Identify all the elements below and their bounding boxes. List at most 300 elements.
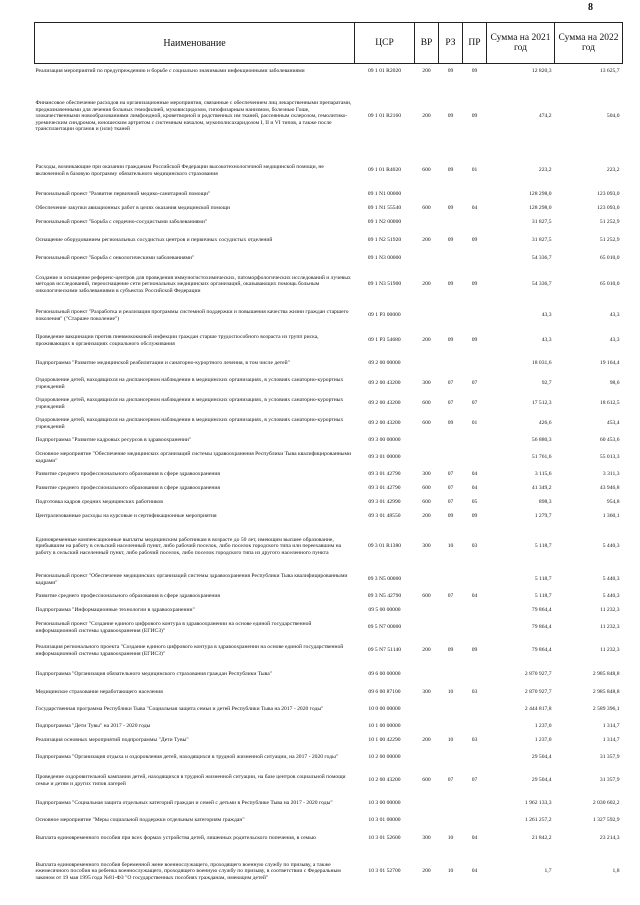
row-sum-2021: 426,6 — [538, 420, 552, 427]
row-rz: 09 — [447, 420, 454, 427]
table-row — [35, 448, 623, 468]
row-pr — [463, 794, 487, 814]
table-row — [35, 304, 623, 328]
row-vr — [415, 720, 439, 734]
row-rz: 09 — [447, 205, 454, 212]
row-rz: 10 — [447, 689, 454, 696]
row-vr — [415, 216, 439, 230]
row-name: Проведение вакцинации против пневмококковой инфекции граждан старше трудоспособного возраста из групп риска, проживающих в организациях социального обслуживания — [35, 333, 319, 347]
row-sum-2021: 92,7 — [541, 380, 552, 387]
row-pr — [463, 604, 487, 618]
row-csr: 10 2 00 00000 — [368, 754, 401, 761]
row-sum-2022: 43,3 — [609, 312, 620, 319]
row-rz: 09 — [447, 237, 454, 244]
row-csr: 09 5 N7 51140 — [367, 647, 402, 654]
row-sum-2021: 41 349,2 — [531, 485, 552, 492]
table-row — [35, 188, 623, 202]
row-name: Подпрограмма "Социальная защита отдельных категорий граждан и семей с детьми в Республике Тыва на 2017 - 2020 годы" — [35, 800, 333, 807]
row-vr: 300 — [422, 835, 431, 842]
row-rz — [439, 570, 463, 590]
row-sum-2022: 65 010,0 — [599, 281, 620, 288]
row-sum-2021: 21 842,2 — [531, 835, 552, 842]
row-rz: 09 — [447, 113, 454, 120]
row-name: Централизованные расходы на курсовые и сертификационные мероприятия — [35, 513, 217, 520]
row-csr: 09 1 N3 00000 — [367, 255, 402, 262]
table-row — [35, 394, 623, 414]
row-vr: 200 — [422, 337, 431, 344]
row-rz: 09 — [447, 337, 454, 344]
table-row — [35, 80, 623, 154]
row-name: Реализация основных мероприятий подпрограммы "Дети Тувы" — [35, 737, 189, 744]
row-sum-2022: 2 985 848,8 — [592, 689, 620, 696]
row-rz: 07 — [447, 400, 454, 407]
row-vr: 600 — [422, 485, 431, 492]
row-name: Подпрограмма "Развитие медицинской реабилитации и санаторно-курортного лечения, в том числе детей" — [35, 360, 290, 367]
table-row — [35, 354, 623, 374]
table-row — [35, 604, 623, 618]
row-csr: 09 2 00 00000 — [368, 360, 401, 367]
row-rz: 07 — [447, 380, 454, 387]
row-sum-2021: 1 237,0 — [534, 737, 552, 744]
row-csr: 09 1 N2 51920 — [367, 237, 402, 244]
row-name: Оздоровление детей, находящихся на диспансерном наблюдении в медицинских организациях, в условиях санаторно-курортных учреждений — [35, 376, 344, 390]
row-rz — [439, 304, 463, 328]
row-vr — [415, 448, 439, 468]
row-sum-2021: 17 512,3 — [531, 400, 552, 407]
row-csr: 09 3 01 42790 — [368, 485, 401, 492]
row-rz: 09 — [447, 513, 454, 520]
row-name: Региональный проект "Развитие первичной медико-санитарной помощи" — [35, 191, 211, 198]
table-row — [35, 202, 623, 216]
row-rz — [439, 604, 463, 618]
row-sum-2022: 23 214,3 — [599, 835, 620, 842]
row-csr: 09 1 01 R2160 — [367, 113, 402, 120]
header-csr: ЦСР — [355, 23, 415, 64]
row-name: Подпрограмма "Организация обязательного медицинского страхования граждан Республики Тыва" — [35, 671, 273, 678]
row-vr — [415, 434, 439, 448]
row-sum-2021: 31 827,5 — [531, 237, 552, 244]
row-pr: 09 — [471, 68, 478, 75]
row-sum-2022: 18 612,5 — [599, 400, 620, 407]
table-row — [35, 570, 623, 590]
row-sum-2021: 1 237,0 — [534, 723, 552, 730]
row-sum-2022: 51 252,9 — [599, 237, 620, 244]
row-csr: 10 3 00 00000 — [368, 800, 401, 807]
row-name: Подпрограмма "Информационные технологии в здравоохранении" — [35, 607, 195, 614]
row-sum-2022: 1 360,1 — [602, 513, 620, 520]
row-vr: 300 — [422, 380, 431, 387]
row-sum-2021: 54 336,7 — [531, 281, 552, 288]
table-row — [35, 496, 623, 510]
row-name: Единовременные компенсационные выплаты медицинским работникам в возрасте до 50 лет, имеющим высшее образование, прибывшим на работу в сельский населенный пункт, либо рабочий поселок, либо поселок городского типа или переехавшим на работу в сельский населенный пункт, либо рабочий поселок, либо поселок городского типа из другого населенного пункта — [35, 536, 342, 556]
row-csr: 10 1 00 00000 — [368, 723, 401, 730]
row-sum-2021: 2 444 817,8 — [524, 706, 552, 713]
row-vr — [415, 700, 439, 720]
row-pr: 04 — [471, 205, 478, 212]
table-row — [35, 794, 623, 814]
row-csr: 09 3 00 00000 — [368, 437, 401, 444]
table-row — [35, 216, 623, 230]
row-csr: 09 3 01 00000 — [368, 454, 401, 461]
row-rz — [439, 252, 463, 266]
row-rz: 09 — [447, 647, 454, 654]
row-rz: 10 — [447, 868, 454, 875]
row-rz — [439, 814, 463, 828]
row-sum-2022: 5 440,3 — [602, 593, 620, 600]
row-rz — [439, 720, 463, 734]
row-vr: 300 — [422, 471, 431, 478]
page-number: 8 — [588, 2, 593, 13]
row-sum-2021: 1 279,7 — [534, 513, 552, 520]
row-rz — [439, 188, 463, 202]
row-vr: 600 — [422, 420, 431, 427]
row-pr — [463, 814, 487, 828]
row-sum-2021: 18 031,6 — [531, 360, 552, 367]
row-pr: 04 — [471, 593, 478, 600]
row-pr: 09 — [471, 281, 478, 288]
row-csr: 10 3 01 52700 — [368, 868, 401, 875]
row-pr — [463, 700, 487, 720]
row-rz: 07 — [447, 777, 454, 784]
row-csr: 09 1 N1 55540 — [367, 205, 402, 212]
table-row — [35, 748, 623, 768]
row-vr: 600 — [422, 205, 431, 212]
row-vr: 200 — [422, 868, 431, 875]
row-csr: 10 1 00 42290 — [368, 737, 401, 744]
row-rz — [439, 448, 463, 468]
header-name: Наименование — [35, 23, 355, 64]
row-vr: 600 — [422, 777, 431, 784]
row-pr — [463, 434, 487, 448]
row-sum-2021: 79 864,4 — [531, 607, 552, 614]
row-vr — [415, 570, 439, 590]
row-name: Оснащение оборудованием региональных сосудистых центров и первичных сосудистых отделений — [35, 237, 273, 244]
row-rz: 07 — [447, 499, 454, 506]
row-rz — [439, 354, 463, 374]
row-vr: 200 — [422, 737, 431, 744]
row-vr — [415, 604, 439, 618]
row-csr: 09 1 P3 00000 — [368, 312, 401, 319]
table-row — [35, 64, 623, 80]
row-name: Основное мероприятие "Обеспечение медицинских организаций системы здравоохранения Республики Тыва квалифицированными кадрами" — [35, 450, 352, 464]
row-sum-2021: 29 504,4 — [531, 777, 552, 784]
row-rz: 07 — [447, 485, 454, 492]
row-sum-2021: 898,3 — [538, 499, 552, 506]
row-pr: 09 — [471, 113, 478, 120]
header-rz: РЗ — [439, 23, 463, 64]
row-sum-2022: 19 164,4 — [599, 360, 620, 367]
row-sum-2022: 13 625,7 — [599, 68, 620, 75]
row-pr — [463, 252, 487, 266]
row-vr — [415, 814, 439, 828]
header-vr: ВР — [415, 23, 439, 64]
row-sum-2021: 2 870 927,7 — [524, 689, 552, 696]
row-csr: 10 3 01 52600 — [368, 835, 401, 842]
row-rz: 09 — [447, 68, 454, 75]
row-name: Реализация регионального проекта "Создание единого цифрового контура в здравоохранении на основе единой государственной информационной системы здравоохранения (ЕГИСЗ)" — [35, 643, 344, 657]
table-row — [35, 618, 623, 638]
row-csr: 09 3 01 42990 — [368, 499, 401, 506]
row-vr — [415, 354, 439, 374]
row-csr: 09 1 N3 51900 — [367, 281, 402, 288]
row-sum-2022: 98,6 — [609, 380, 620, 387]
row-name: Подпрограмма "Организация отдыха и оздоровления детей, находящихся в трудной жизненной ситуации, на 2017 - 2020 годы" — [35, 754, 339, 761]
row-csr: 09 3 01 48550 — [368, 513, 401, 520]
row-name: Расходы, возникающие при оказании гражданам Российской Федерации высокотехнологичной медицинской помощи, не включенной в базовую программу обязательного медицинского страхования — [35, 163, 324, 177]
row-sum-2022: 51 252,9 — [599, 219, 620, 226]
table-body — [35, 64, 623, 894]
row-sum-2021: 5 118,7 — [534, 543, 552, 550]
row-sum-2022: 43,3 — [609, 337, 620, 344]
table-row — [35, 482, 623, 496]
table-row — [35, 414, 623, 434]
table-row — [35, 510, 623, 524]
row-pr: 03 — [471, 543, 478, 550]
row-csr: 09 3 N5 00000 — [367, 576, 402, 583]
table-row — [35, 700, 623, 720]
table-row — [35, 828, 623, 850]
row-name: Выплата единовременного пособия при всех формах устройства детей, лишенных родительского попечения, в семью — [35, 835, 316, 842]
row-vr — [415, 252, 439, 266]
table-row — [35, 734, 623, 748]
row-name: Региональный проект "Обеспечение медицинских организаций системы здравоохранения Республики Тыва квалифицированными кадрами" — [35, 572, 348, 586]
row-pr: 01 — [471, 167, 478, 174]
row-sum-2022: 2 589 396,1 — [592, 706, 620, 713]
row-sum-2022: 31 357,9 — [599, 777, 620, 784]
row-vr: 200 — [422, 237, 431, 244]
row-sum-2021: 29 504,4 — [531, 754, 552, 761]
row-sum-2022: 453,4 — [606, 420, 620, 427]
row-csr: 09 3 01 R1380 — [367, 543, 402, 550]
row-sum-2022: 65 010,0 — [599, 255, 620, 262]
row-name: Основное мероприятие "Меры социальной поддержки отдельным категориям граждан" — [35, 817, 245, 824]
row-name: Оздоровление детей, находящихся на диспансерном наблюдении в медицинских организациях, в условиях санаторно-курортных учреждений — [35, 396, 344, 410]
row-csr: 10 0 00 00000 — [368, 706, 401, 713]
row-pr — [463, 618, 487, 638]
row-csr: 09 3 N5 42790 — [367, 593, 402, 600]
row-name: Развитие среднего профессионального образования в сфере здравоохранения — [35, 593, 220, 600]
row-sum-2022: 123 093,0 — [597, 205, 620, 212]
table-row — [35, 814, 623, 828]
row-pr: 03 — [471, 689, 478, 696]
row-csr: 09 2 00 43200 — [368, 420, 401, 427]
table-row — [35, 468, 623, 482]
row-csr: 09 1 N1 00000 — [367, 191, 402, 198]
row-pr: 09 — [471, 337, 478, 344]
row-pr: 04 — [471, 485, 478, 492]
row-sum-2022: 31 357,9 — [599, 754, 620, 761]
header-sum-2022: Сумма на 2022 год — [555, 23, 623, 64]
header-pr: ПР — [463, 23, 487, 64]
row-name: Проведение оздоровительной кампании детей, находящихся в трудной жизненной ситуации, на базе центров социальной помощи семье и детям и других типов лагерей — [35, 773, 346, 787]
table-row — [35, 252, 623, 266]
row-sum-2021: 43,3 — [541, 337, 552, 344]
table-row — [35, 266, 623, 304]
row-pr: 09 — [471, 237, 478, 244]
table-row — [35, 434, 623, 448]
row-name: Медицинское страхование неработающего населения — [35, 689, 163, 696]
row-pr — [463, 570, 487, 590]
row-sum-2022: 954,8 — [606, 499, 620, 506]
table-row — [35, 230, 623, 252]
table-row — [35, 638, 623, 664]
row-pr: 05 — [471, 499, 478, 506]
row-sum-2021: 1,7 — [544, 868, 552, 875]
row-rz — [439, 748, 463, 768]
row-pr — [463, 664, 487, 686]
row-rz — [439, 618, 463, 638]
row-vr: 600 — [422, 167, 431, 174]
row-vr: 600 — [422, 400, 431, 407]
row-vr: 200 — [422, 113, 431, 120]
row-sum-2022: 2 030 602,2 — [592, 800, 620, 807]
row-sum-2022: 43 946,8 — [599, 485, 620, 492]
row-rz: 10 — [447, 543, 454, 550]
row-csr: 10 2 00 43200 — [368, 777, 401, 784]
row-sum-2022: 123 093,0 — [597, 191, 620, 198]
row-rz: 07 — [447, 471, 454, 478]
row-name: Развитие среднего профессионального образования в сфере здравоохранения — [35, 471, 220, 478]
table-row — [35, 328, 623, 354]
table-row — [35, 720, 623, 734]
row-vr: 600 — [422, 593, 431, 600]
row-rz — [439, 664, 463, 686]
table-row — [35, 768, 623, 794]
row-name: Региональный проект "Борьба с сердечно-сосудистыми заболеваниями" — [35, 219, 208, 226]
row-sum-2022: 2 985 848,8 — [592, 671, 620, 678]
row-name: Выплата единовременного пособия беременной жене военнослужащего, проходящего военную службу по призыву, а также ежемесячного пособия на ребенка военнослужащего, проходящего военную службу по призыву, в соответствии с Федеральным законом от 19 мая 1995 года №81-ФЗ "О государственных пособиях гражданам, имеющим детей" — [35, 861, 341, 881]
row-name: Подготовка кадров средних медицинских работников — [35, 499, 163, 506]
row-rz: 10 — [447, 737, 454, 744]
row-sum-2022: 223,2 — [606, 167, 620, 174]
row-pr: 07 — [471, 777, 478, 784]
row-pr: 09 — [471, 647, 478, 654]
row-csr: 09 3 01 42790 — [368, 471, 401, 478]
table-row — [35, 686, 623, 700]
row-pr: 01 — [471, 420, 478, 427]
row-sum-2021: 3 115,6 — [534, 471, 552, 478]
row-pr — [463, 188, 487, 202]
row-sum-2022: 1 314,7 — [602, 737, 620, 744]
row-sum-2021: 31 827,5 — [531, 219, 552, 226]
row-csr: 09 1 N2 00000 — [367, 219, 402, 226]
row-csr: 09 6 00 87100 — [368, 689, 401, 696]
row-vr: 200 — [422, 647, 431, 654]
row-csr: 09 5 N7 00000 — [367, 624, 402, 631]
row-sum-2021: 474,2 — [538, 113, 552, 120]
row-pr — [463, 216, 487, 230]
row-rz: 10 — [447, 835, 454, 842]
row-name: Подпрограмма "Дети Тувы" на 2017 - 2020 годы — [35, 723, 151, 730]
row-pr — [463, 720, 487, 734]
row-sum-2022: 11 232,3 — [600, 607, 620, 614]
header-sum-2021: Сумма на 2021 год — [487, 23, 555, 64]
row-sum-2021: 56 880,3 — [531, 437, 552, 444]
row-sum-2021: 5 118,7 — [534, 576, 552, 583]
row-rz: 07 — [447, 593, 454, 600]
row-rz — [439, 216, 463, 230]
row-name: Обеспечение закупки авиационных работ в целях оказания медицинской помощи — [35, 205, 230, 212]
row-name: Региональный проект "Разработка и реализация программы системной поддержки и повышения качества жизни граждан старшего поколения" ("Старшее поколение") — [35, 308, 349, 322]
row-rz: 09 — [447, 281, 454, 288]
row-csr: 09 2 00 43200 — [368, 380, 401, 387]
row-name: Региональный проект "Борьба с онкологическими заболеваниями" — [35, 255, 195, 262]
budget-table — [34, 22, 623, 894]
row-name: Реализация мероприятий по предупреждению и борьбе с социально значимыми инфекционными заболеваниями — [35, 68, 305, 75]
row-sum-2021: 1 962 133,3 — [524, 800, 552, 807]
row-vr — [415, 304, 439, 328]
row-sum-2021: 5 118,7 — [534, 593, 552, 600]
row-vr: 600 — [422, 499, 431, 506]
table-row — [35, 664, 623, 686]
row-rz — [439, 700, 463, 720]
row-vr — [415, 188, 439, 202]
row-vr: 200 — [422, 513, 431, 520]
row-sum-2021: 79 864,4 — [531, 647, 552, 654]
row-sum-2022: 5 440,3 — [602, 576, 620, 583]
row-vr — [415, 618, 439, 638]
row-sum-2022: 1,8 — [612, 868, 620, 875]
row-sum-2022: 60 453,6 — [599, 437, 620, 444]
row-sum-2022: 3 311,3 — [602, 471, 620, 478]
row-name: Создание и оснащение референс-центров для проведения иммуногистохимических, патоморфологических исследований и лучевых методов исследований, переоснащение сети региональных медицинских организаций, оказывающих помощь больным онкологическими заболеваниями в субъектах Российской Федерации — [35, 274, 351, 294]
row-sum-2021: 223,2 — [538, 167, 552, 174]
row-pr: 04 — [471, 835, 478, 842]
table-header-row — [35, 23, 623, 64]
row-name: Подпрограмма "Развитие кадровых ресурсов в здравоохранении" — [35, 437, 192, 444]
row-sum-2022: 1 327 592,9 — [592, 817, 620, 824]
row-sum-2022: 5 440,3 — [602, 543, 620, 550]
row-sum-2021: 54 336,7 — [531, 255, 552, 262]
row-sum-2021: 12 820,3 — [531, 68, 552, 75]
row-sum-2021: 1 261 257,2 — [524, 817, 552, 824]
row-csr: 09 5 00 00000 — [368, 607, 401, 614]
row-sum-2021: 128 298,0 — [529, 191, 552, 198]
row-vr: 200 — [422, 281, 431, 288]
row-name: Оздоровление детей, находящихся на диспансерном наблюдении в медицинских организациях, в условиях санаторно-курортных учреждений — [35, 416, 344, 430]
row-vr: 300 — [422, 543, 431, 550]
row-sum-2021: 128 298,0 — [529, 205, 552, 212]
row-pr — [463, 448, 487, 468]
row-rz — [439, 434, 463, 448]
row-pr: 07 — [471, 400, 478, 407]
row-sum-2022: 1 314,7 — [602, 723, 620, 730]
row-pr — [463, 748, 487, 768]
row-sum-2022: 11 232,3 — [600, 647, 620, 654]
row-pr: 09 — [471, 513, 478, 520]
row-rz — [439, 794, 463, 814]
row-rz: 09 — [447, 167, 454, 174]
row-csr: 09 1 01 R4020 — [367, 167, 402, 174]
row-sum-2022: 55 013,3 — [599, 454, 620, 461]
row-sum-2022: 504,0 — [606, 113, 620, 120]
row-pr: 03 — [471, 737, 478, 744]
row-pr: 04 — [471, 471, 478, 478]
row-name: Финансовое обеспечение расходов на организационные мероприятия, связанные с обеспечением лиц лекарственными препаратами, предназначенными для лечения больных гемофилией, муковисцидозом, гипофизарным нанизмом, болезнью Гоше, злокачественными новообразованиями лимфоидной, кроветворной и родственных им тканей, рассеянным склерозом, гемолитико-уремическим синдромом, юношеским артритом с системным началом, мукополисахаридозом I, II и VI типов, а также после трансплантации органов и (или) тканей — [35, 100, 352, 133]
table-row — [35, 154, 623, 188]
row-vr — [415, 748, 439, 768]
row-vr: 300 — [422, 689, 431, 696]
row-pr: 07 — [471, 380, 478, 387]
row-csr: 09 1 01 R2020 — [367, 68, 402, 75]
row-vr: 200 — [422, 68, 431, 75]
table-row — [35, 524, 623, 570]
row-csr: 09 1 P3 54680 — [368, 337, 401, 344]
row-sum-2021: 2 870 927,7 — [524, 671, 552, 678]
row-pr: 04 — [471, 868, 478, 875]
row-name: Развитие среднего профессионального образования в сфере здравоохранения — [35, 485, 220, 492]
row-name: Региональный проект "Создание единого цифрового контура в здравоохранении на основе единой государственной информационной системы здравоохранения (ЕГИСЗ)" — [35, 620, 312, 634]
